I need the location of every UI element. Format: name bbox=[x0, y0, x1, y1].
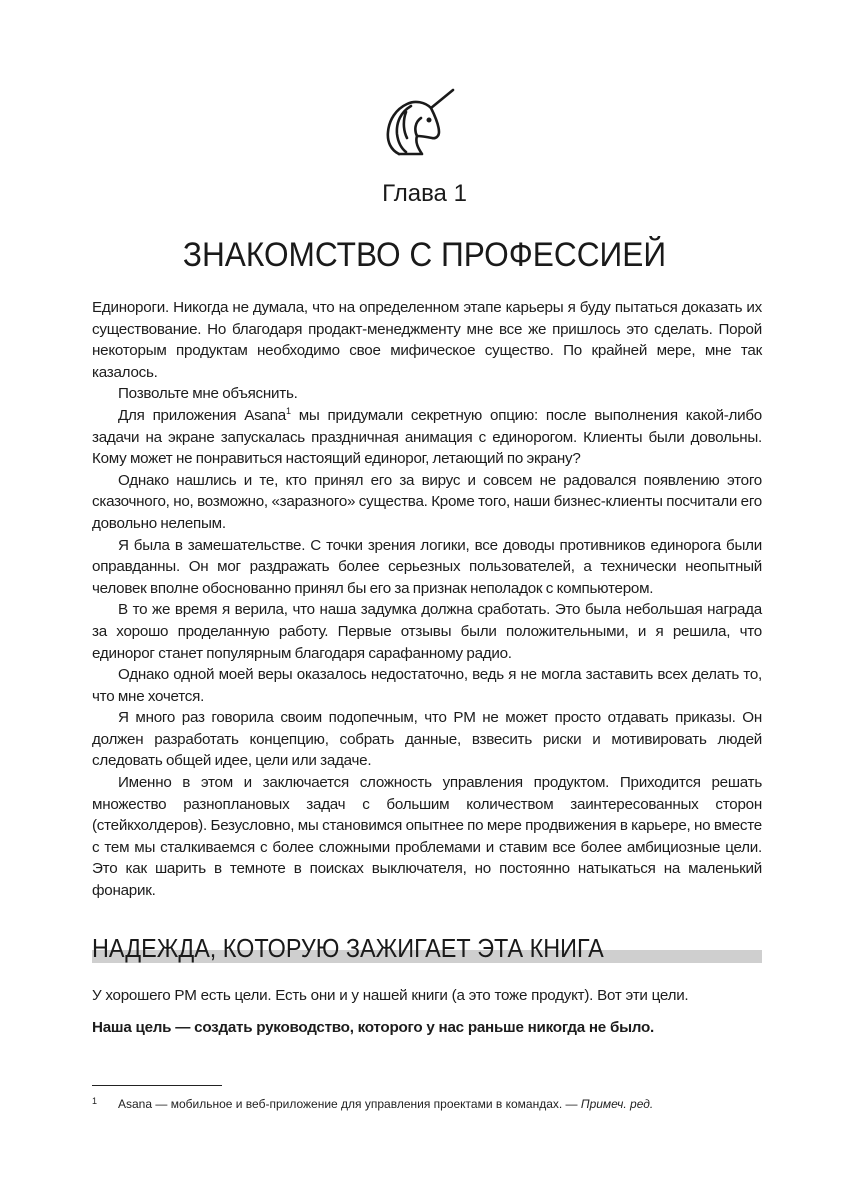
body-paragraph: Однако одной моей веры оказалось недостаточно, ведь я не могла заставить всех делать то, что мне хочется. bbox=[92, 666, 762, 705]
paragraph-text: Для приложения Asana bbox=[118, 406, 287, 424]
unicorn-head-icon bbox=[381, 86, 457, 158]
body-paragraph: Позвольте мне объяснить. bbox=[118, 385, 298, 403]
footnote-number: 1 bbox=[92, 1096, 98, 1106]
footnote-body: Asana — мобильное и веб-приложение для управления проектами в командах. — bbox=[118, 1097, 581, 1111]
chapter-number: Глава 1 bbox=[382, 180, 467, 207]
section-heading: НАДЕЖДА, КОТОРУЮ ЗАЖИГАЕТ ЭТА КНИГА bbox=[92, 933, 604, 963]
section-bold-paragraph: Наша цель — создать руководство, которого у нас раньше никогда не было. bbox=[92, 1019, 655, 1036]
body-paragraph: В то же время я верила, что наша задумка должна сработать. Это была небольшая награда за хорошо проделанную работу. Первые отзывы были положительными, и я решила, что единорог станет популярным благодаря сарафанному радио. bbox=[92, 601, 762, 662]
footnote-text bbox=[118, 1095, 653, 1113]
body-paragraph bbox=[92, 405, 762, 470]
chapter-title: ЗНАКОМСТВО С ПРОФЕССИЕЙ bbox=[182, 236, 667, 274]
chapter-body bbox=[92, 297, 762, 902]
section-paragraph: У хорошего PM есть цели. Есть они и у нашей книги (а это тоже продукт). Вот эти цели. bbox=[92, 987, 689, 1004]
body-paragraph: Я много раз говорила своим подопечным, что PM не может просто отдавать приказы. Он должен разработать концепцию, собрать данные, взвесить риски и мотивировать людей следовать общей идее, цели или задаче. bbox=[92, 709, 762, 770]
body-paragraph: Я была в замешательстве. С точки зрения логики, все доводы противников единорога были оправданны. Он мог раздражать более серьезных пользователей, а технически неопытный человек вполне обоснованно принял бы его за признак неполадок с компьютером. bbox=[92, 536, 762, 597]
footnote-reference[interactable]: 1 bbox=[286, 405, 291, 416]
body-paragraph: Именно в этом и заключается сложность управления продуктом. Приходится решать множество разноплановых задач с большим количеством заинтересованных сторон (стейкхолдеров). Безусловно, мы становимся опытнее по мере продвижения в карьере, но вместе с тем мы сталкиваемся с более сложными проблемами и ставим все более амбициозные цели. Это как шарить в темноте в поисках выключателя, но постоянно натыкаться на маленький фонарик. bbox=[92, 774, 762, 900]
footnote-divider bbox=[92, 1085, 222, 1086]
paragraph-text: мы придумали секретную опцию: после выполнения какой-либо задачи на экране запускалась праздничная анимация с единорогом. Клиенты были довольны. Кому может не понравиться настоящий единорог, летающий по экрану? bbox=[92, 406, 762, 468]
body-paragraph: Единороги. Никогда не думала, что на определенном этапе карьеры я буду пытаться доказать их существование. Но благодаря продакт-менеджменту мне все же пришлось это сделать. Порой некоторым продуктам необходимо свое мифическое существо. По крайней мере, мне так казалось. bbox=[92, 299, 762, 381]
body-paragraph: Однако нашлись и те, кто принял его за вирус и совсем не радовался появлению этого сказочного, но, возможно, «заразного» существа. Кроме того, наши бизнес-клиенты посчитали его довольно нелепым. bbox=[92, 471, 762, 532]
footnote-editor-note: Примеч. ред. bbox=[580, 1097, 654, 1111]
